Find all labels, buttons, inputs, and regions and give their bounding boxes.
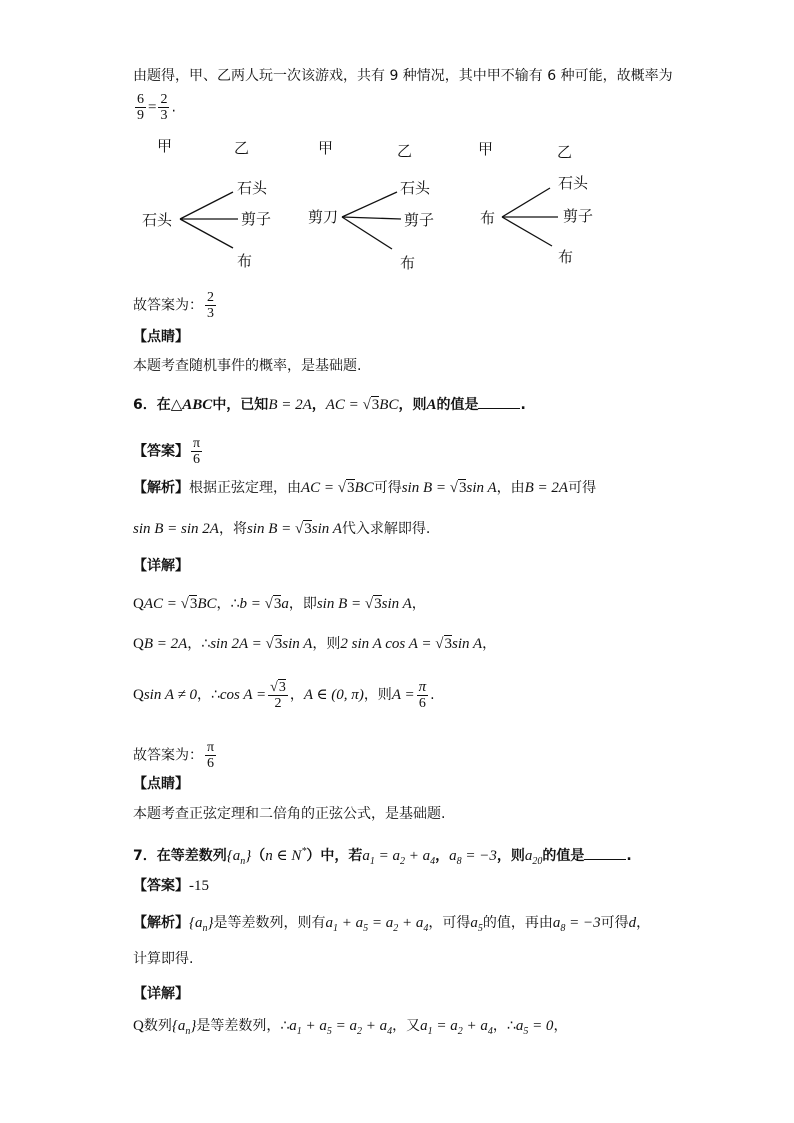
leaf-label: 石头 — [237, 179, 268, 197]
answer-blank — [478, 394, 520, 409]
q7-detail-title: 【详解】 — [133, 986, 189, 1002]
question-6: 6．在△ABC中，已知B = 2A，AC = √3BC，则A的值是 . — [133, 394, 526, 415]
leaf-label: 布 — [237, 252, 253, 270]
q7-answer: 【答案】-15 — [133, 878, 209, 894]
branch-line — [180, 192, 233, 219]
probability-expression: $\frac{6}{9}$ = $\frac{2}{3}$ . — [137, 92, 176, 123]
tree-group-2 — [308, 139, 434, 272]
q7-detail-step-1: Q数列$\{a_n\}$是等差数列，$\therefore a_1 + a_5 = a_2 + a_4$，又$a_1 = a_2 + a_4$，$\therefore a_5 = 0$， — [133, 1018, 568, 1037]
answer-line-1: 故答案为： $\frac{2}{3}$ — [133, 290, 214, 321]
fraction-6-9: $\frac{6}{9}$ — [137, 92, 144, 123]
leaf-label: 剪子 — [241, 210, 272, 228]
leaf-label: 布 — [558, 248, 574, 266]
player-jia-label: 甲 — [478, 140, 494, 158]
q6-detail-title: 【详解】 — [133, 558, 189, 574]
q6-detail-step-1: QAC = √3BC，∴b = √3a，即sin B = √3sin A， — [133, 596, 426, 612]
fraction-2-3: $\frac{2}{3}$ — [160, 92, 168, 123]
pi-over-6: $\frac{\pi}{6}$ — [418, 678, 427, 711]
q6-detail-step-2: QB = 2A，∴sin 2A = √3sin A，则2 sin A cos A = √3sin A， — [133, 636, 497, 652]
branch-line — [180, 219, 233, 248]
tree-group-1 — [142, 137, 271, 270]
sqrt3-over-2: $\frac{√3}{2}$ — [270, 679, 286, 711]
player-jia-label: 甲 — [157, 137, 173, 155]
player-jia-label: 甲 — [318, 139, 334, 157]
q6-analysis-line-2: sin B = sin 2A，将sin B = √3sin A代入求解即得. — [133, 521, 431, 537]
tree-group-3 — [478, 140, 593, 266]
leaf-label: 布 — [400, 254, 416, 272]
leaf-label: 石头 — [558, 174, 589, 192]
tree-diagram — [130, 135, 610, 275]
root-label: 布 — [480, 209, 496, 227]
leaf-label: 石头 — [400, 179, 431, 197]
leaf-label: 剪子 — [404, 211, 435, 229]
note-title-1: 【点睛】 — [133, 329, 189, 345]
q6-answer: 【答案】 $\frac{\pi}{6}$ — [133, 436, 201, 467]
solution-text: 由题得，甲、乙两人玩一次该游戏，共有 9 种情况，其中甲不输有 6 种可能，故概率为 — [133, 68, 673, 84]
q6-final-fraction: $\frac{\pi}{6}$ — [207, 740, 215, 771]
note-text-1: 本题考查随机事件的概率，是基础题. — [133, 358, 362, 374]
question-7: 7．在等差数列$\{a_n\}(n$ ∈ N*）中，若$a_1 = a_2 + a_4$，$a_8 = -3$，则$a_{20}$的值是 . — [133, 846, 632, 867]
branch-line — [502, 217, 552, 246]
branch-line — [342, 192, 397, 217]
answer-fraction: $\frac{2}{3}$ — [207, 290, 214, 321]
solution-paragraph — [133, 66, 673, 86]
answer-blank — [584, 845, 626, 860]
player-yi-label: 乙 — [397, 142, 413, 160]
player-yi-label: 乙 — [557, 143, 573, 161]
q6-answer-final: 故答案为： $\frac{\pi}{6}$ — [133, 740, 215, 771]
branch-line — [502, 188, 550, 217]
root-label: 剪刀 — [308, 208, 339, 226]
branch-line — [342, 217, 392, 249]
note-title-2: 【点睛】 — [133, 776, 189, 792]
q6-answer-fraction: $\frac{\pi}{6}$ — [193, 436, 201, 467]
q7-analysis-line-2: 计算即得. — [133, 951, 194, 967]
q6-analysis-line-1: 【解析】根据正弦定理，由AC = √3BC可得sin B = √3sin A，由B = 2A可得 — [133, 480, 597, 496]
note-text-2: 本题考查正弦定理和二倍角的正弦公式，是基础题. — [133, 806, 446, 822]
leaf-label: 剪子 — [563, 207, 594, 225]
q7-analysis-line-1: 【解析】$\{a_n\}$是等差数列，则有$a_1 + a_5 = a_2 + a_4$，可得$a_5$的值，再由$a_8 = -3$可得d， — [133, 915, 651, 934]
player-yi-label: 乙 — [234, 139, 250, 157]
root-label: 石头 — [142, 211, 173, 229]
branch-line — [342, 217, 401, 219]
q6-detail-step-3: Qsin A ≠ 0，∴cos A = $\frac{√3}{2}$ ，A ∈ (0, π)，则A = $\frac{\pi}{6}$ . — [133, 678, 435, 711]
